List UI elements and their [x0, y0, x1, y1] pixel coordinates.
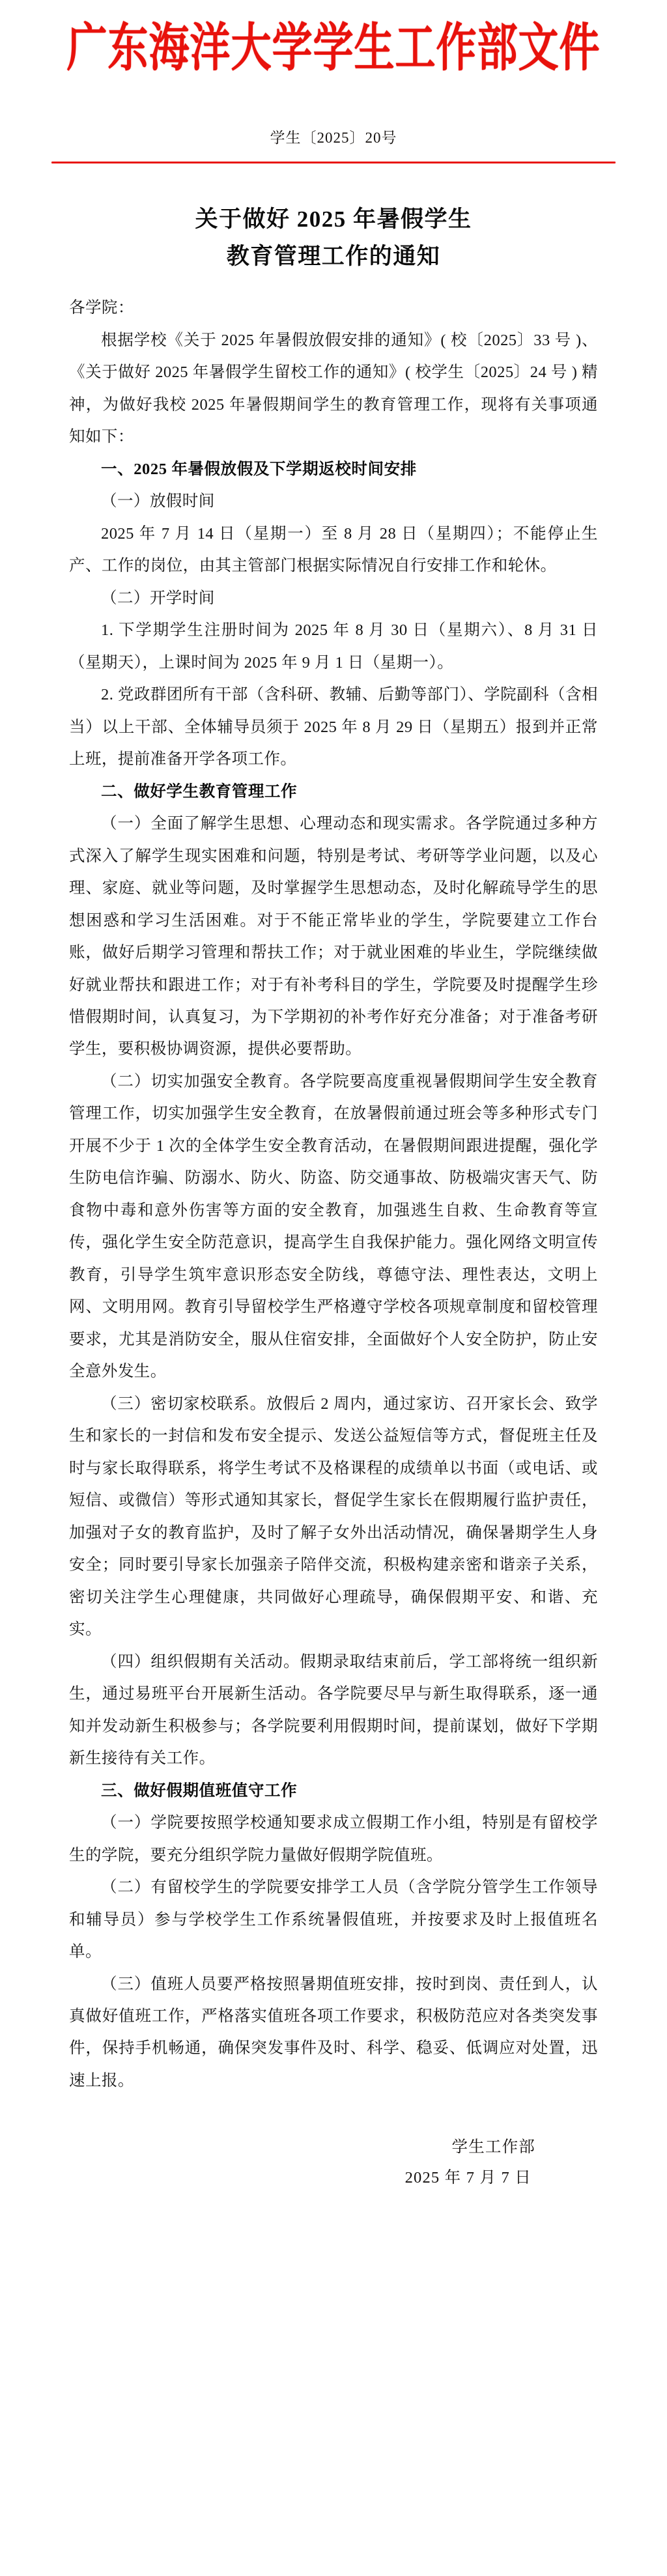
page-bottom-spacer [69, 2194, 598, 2233]
document-title-line-2: 教育管理工作的通知 [226, 243, 441, 269]
section-2-paragraph-1: （一）全面了解学生思想、心理动态和现实需求。各学院通过多种方式深入了解学生现实困难和问题，特别是考试、考研等学业问题，以及心理、家庭、就业等问题，及时掌握学生思想动态，及时化解疏导学生的思想困惑和学习生活困难。对于不能正常毕业的学生，学院要建立工作台账，做好后期学习管理和帮扶工作；对于就业困难的毕业生，学院继续做好就业帮扶和跟进工作；对于有补考科目的学生，学院要及时提醒学生珍惜假期时间，认真复习，为下学期初的补考作好充分准备；对于准备考研学生，要积极协调资源，提供必要帮助。 [69, 815, 598, 1058]
section-3-paragraph-3: （三）值班人员要严格按照暑期值班安排，按时到岗、责任到人，认真做好值班工作，严格落实值班各项工作要求，积极防范应对各类突发事件，保持手机畅通，确保突发事件及时、科学、稳妥、低调应对处置，迅速上报。 [69, 1975, 598, 2089]
section-2-paragraph-4: （四）组织假期有关活动。假期录取结束前后，学工部将统一组织新生，通过易班平台开展新生活动。各学院要尽早与新生取得联系，逐一通知并发动新生积极参与；各学院要利用假期时间，提前谋划，做好下学期新生接待有关工作。 [69, 1652, 598, 1768]
signature-block [69, 2132, 598, 2193]
salutation: 各学院： [69, 299, 134, 317]
section-heading-1: 一、2025 年暑假放假及下学期返校时间安排 [101, 460, 417, 478]
signature-date: 2025 年 7 月 7 日 [404, 2169, 532, 2187]
document-title-line-1: 关于做好 2025 年暑假学生 [195, 206, 472, 232]
document-body [69, 292, 598, 2232]
document-title [66, 201, 601, 275]
section-2-paragraph-2: （二）切实加强安全教育。各学院要高度重视暑假期间学生安全教育管理工作，切实加强学生安全教育，在放暑假前通过班会等多种形式专门开展不少于 1 次的全体学生安全教育活动，在暑假期间跟进提醒，强化学生防电信诈骗、防溺水、防火、防盗、防交通事故、防极端灾害天气、防食物中毒和意外伤害等方面的安全教育，加强逃生自救、生命教育等宣传，强化学生安全防范意识，提高学生自我保护能力。强化网络文明宣传教育，引导学生筑牢意识形态安全防线，尊德守法、理性表达，文明上网、文明用网。教育引导留校学生严格遵守学校各项规章制度和留校管理要求，尤其是消防安全，服从住宿安排，全面做好个人安全防护，防止安全意外发生。 [69, 1072, 598, 1381]
section-3-paragraph-1: （一）学院要按照学校通知要求成立假期工作小组，特别是有留校学生的学院，要充分组织学院力量做好假期学院值班。 [69, 1814, 598, 1864]
document-masthead [0, 0, 667, 78]
red-divider-rule [51, 162, 616, 163]
section-1-paragraph-3: （二）开学时间 [101, 589, 215, 607]
section-1-paragraph-2: 2025 年 7 月 14 日（星期一）至 8 月 28 日（星期四）；不能停止生产、工作的岗位，由其主管部门根据实际情况自行安排工作和轮休。 [69, 524, 598, 575]
masthead-title: 广东海洋大学学生工作部文件 [66, 20, 601, 78]
document-number: 学生〔2025〕20号 [270, 129, 397, 146]
intro-paragraph: 根据学校《关于 2025 年暑假放假安排的通知》( 校〔2025〕33 号 )、《关于做好 2025 年暑假学生留校工作的通知》( 校学生〔2025〕24 号 ) 精神，为做好我校 2025 年暑假期间学生的教育管理工作，现将有关事项通知如下： [69, 331, 598, 446]
signature-issuer: 学生工作部 [451, 2138, 535, 2157]
section-2-paragraph-3: （三）密切家校联系。放假后 2 周内，通过家访、召开家长会、致学生和家长的一封信和发布安全提示、发送公益短信等方式，督促班主任及时与家长取得联系，将学生考试不及格课程的成绩单以书面（或电话、或短信、或微信）等形式通知其家长，督促学生家长在假期履行监护责任，加强对子女的教育监护，及时了解子女外出活动情况，确保暑期学生人身安全；同时要引导家长加强亲子陪伴交流，积极构建亲密和谐亲子关系，密切关注学生心理健康，共同做好心理疏导，确保假期平安、和谐、充实。 [69, 1394, 598, 1639]
section-1-paragraph-5: 2. 党政群团所有干部（含科研、教辅、后勤等部门）、学院副科（含相当）以上干部、全体辅导员须于 2025 年 8 月 29 日（星期五）报到并正常上班，提前准备开学各项工作。 [69, 686, 598, 769]
section-3-paragraph-2: （二）有留校学生的学院要安排学工人员（含学院分管学生工作领导和辅导员）参与学校学生工作系统暑假值班，并按要求及时上报值班名单。 [69, 1878, 598, 1961]
document-number-row [0, 126, 667, 147]
section-heading-2: 二、做好学生教育管理工作 [101, 782, 298, 800]
section-heading-3: 三、做好假期值班值守工作 [101, 1781, 298, 1800]
section-1-paragraph-1: （一）放假时间 [101, 492, 215, 511]
section-1-paragraph-4: 1. 下学期学生注册时间为 2025 年 8 月 30 日（星期六）、8 月 31 日（星期天），上课时间为 2025 年 9 月 1 日（星期一）。 [69, 621, 598, 672]
